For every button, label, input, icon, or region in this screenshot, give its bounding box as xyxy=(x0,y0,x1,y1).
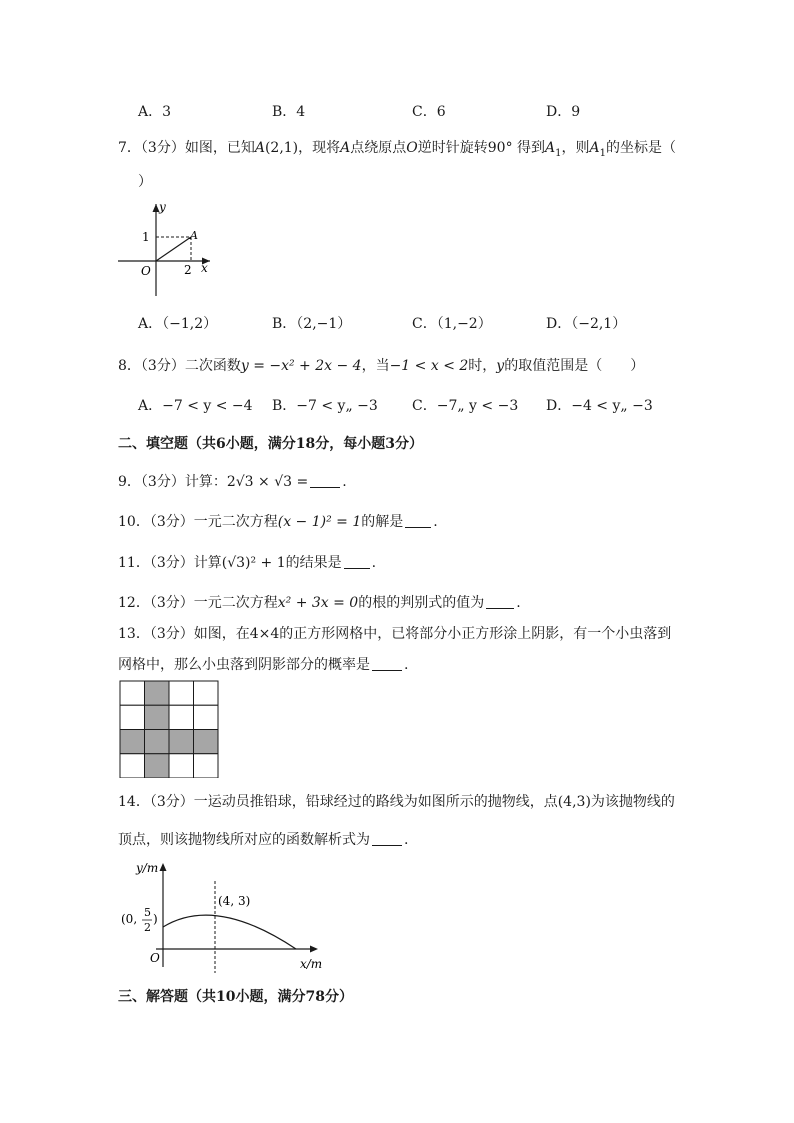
q14-origin: O xyxy=(150,951,160,965)
q11: 11．（3分）计算(√3)² + 1的结果是 . xyxy=(118,555,377,571)
q13-answer-blank[interactable] xyxy=(372,656,402,671)
q10: 10．（3分）一元二次方程(x − 1)² = 1的解是 . xyxy=(118,514,438,530)
grid-cell-shaded xyxy=(145,730,170,754)
q14-y-label: y/m xyxy=(136,861,159,875)
q7-paren-close: ） xyxy=(138,174,152,190)
q14-line2: 顶点，则该抛物线所对应的函数解析式为 . xyxy=(118,832,409,848)
q7-option-a: A．（−1,2） xyxy=(138,316,218,332)
q7-figure xyxy=(116,198,216,298)
q7-origin: O xyxy=(141,264,151,278)
q9-answer-blank[interactable] xyxy=(310,473,340,488)
q8-option-d: D．−4 < y„ −3 xyxy=(546,398,653,414)
q7-option-c: C．（1,−2） xyxy=(412,316,492,332)
q14-x-label: x/m xyxy=(300,957,323,971)
grid-cell xyxy=(120,705,145,729)
section-3-title: 三、解答题（共10小题，满分78分） xyxy=(118,989,353,1005)
q9: 9．（3分）计算：2√3 × √3 = . xyxy=(118,474,347,490)
q6-option-b: B．4 xyxy=(272,104,306,120)
q12-answer-blank[interactable] xyxy=(486,594,514,609)
q6-option-d: D．9 xyxy=(546,104,581,120)
q13-line1: 13．（3分）如图，在4×4的正方形网格中，已将部分小正方形涂上阴影，有一个小虫落到 xyxy=(118,626,672,642)
q6-option-a: A．3 xyxy=(138,104,172,120)
grid-cell xyxy=(120,754,145,778)
q14-line1: 14．（3分）一运动员推铅球，铅球经过的路线为如图所示的抛物线，点(4,3)为该抛物线的 xyxy=(118,794,675,810)
q8-option-c: C．−7„ y < −3 xyxy=(412,398,519,414)
q7-segment-oa xyxy=(156,237,191,261)
q14-start-den: 2 xyxy=(144,921,151,934)
grid-cell xyxy=(169,705,194,729)
q7-tick-one: 1 xyxy=(142,230,150,244)
q10-answer-blank[interactable] xyxy=(405,513,431,528)
grid-cell xyxy=(120,681,145,705)
q8-option-b: B．−7 < y„ −3 xyxy=(272,398,378,414)
grid-cell xyxy=(194,705,219,729)
section-2-title: 二、填空题（共6小题，满分18分，每小题3分） xyxy=(118,436,423,452)
q7-x-label: x xyxy=(201,261,208,275)
q14-parabola xyxy=(163,915,296,949)
q7-y-label: y xyxy=(159,200,166,214)
q6-option-c: C．6 xyxy=(412,104,446,120)
q7-tick-two: 2 xyxy=(184,263,192,277)
q14-start-num: 5 xyxy=(144,906,151,919)
q14-y-arrow xyxy=(160,863,167,871)
grid-cell-shaded xyxy=(169,730,194,754)
grid-cell xyxy=(169,754,194,778)
q14-figure xyxy=(118,855,328,973)
grid-cell-shaded xyxy=(145,681,170,705)
q14-answer-blank[interactable] xyxy=(372,831,402,846)
q13-grid-figure xyxy=(119,680,219,778)
q7-point-a: A xyxy=(190,229,198,242)
grid-cell-shaded xyxy=(120,730,145,754)
grid-cell-shaded xyxy=(194,730,219,754)
grid-cell-shaded xyxy=(145,754,170,778)
q7-option-d: D．（−2,1） xyxy=(546,316,627,332)
q12: 12．（3分）一元二次方程x² + 3x = 0的根的判别式的值为 . xyxy=(118,595,521,611)
q11-answer-blank[interactable] xyxy=(344,554,370,569)
q14-vertex-label: (4, 3) xyxy=(218,894,251,908)
q13-line2: 网格中，那么小虫落到阴影部分的概率是 . xyxy=(118,657,409,673)
q14-start-close: ) xyxy=(153,912,158,926)
q7-stem: 7．（3分）如图，已知A(2,1)，现将A点绕原点O逆时针旋转90° 得到$A_1$，则$A_1$的坐标是（ xyxy=(118,140,677,159)
grid-cell xyxy=(194,681,219,705)
q8-option-a: A．−7 < y < −4 xyxy=(138,398,253,414)
q14-start-open: (0, xyxy=(121,912,138,926)
grid-cell xyxy=(169,681,194,705)
grid-cell-shaded xyxy=(145,705,170,729)
q7-option-b: B．（2,−1） xyxy=(272,316,352,332)
q14-x-arrow xyxy=(310,946,318,953)
q8-stem: 8．（3分）二次函数y = −x² + 2x − 4，当−1 < x < 2时，y的取值范围是（ ） xyxy=(118,358,645,374)
grid-cell xyxy=(194,754,219,778)
